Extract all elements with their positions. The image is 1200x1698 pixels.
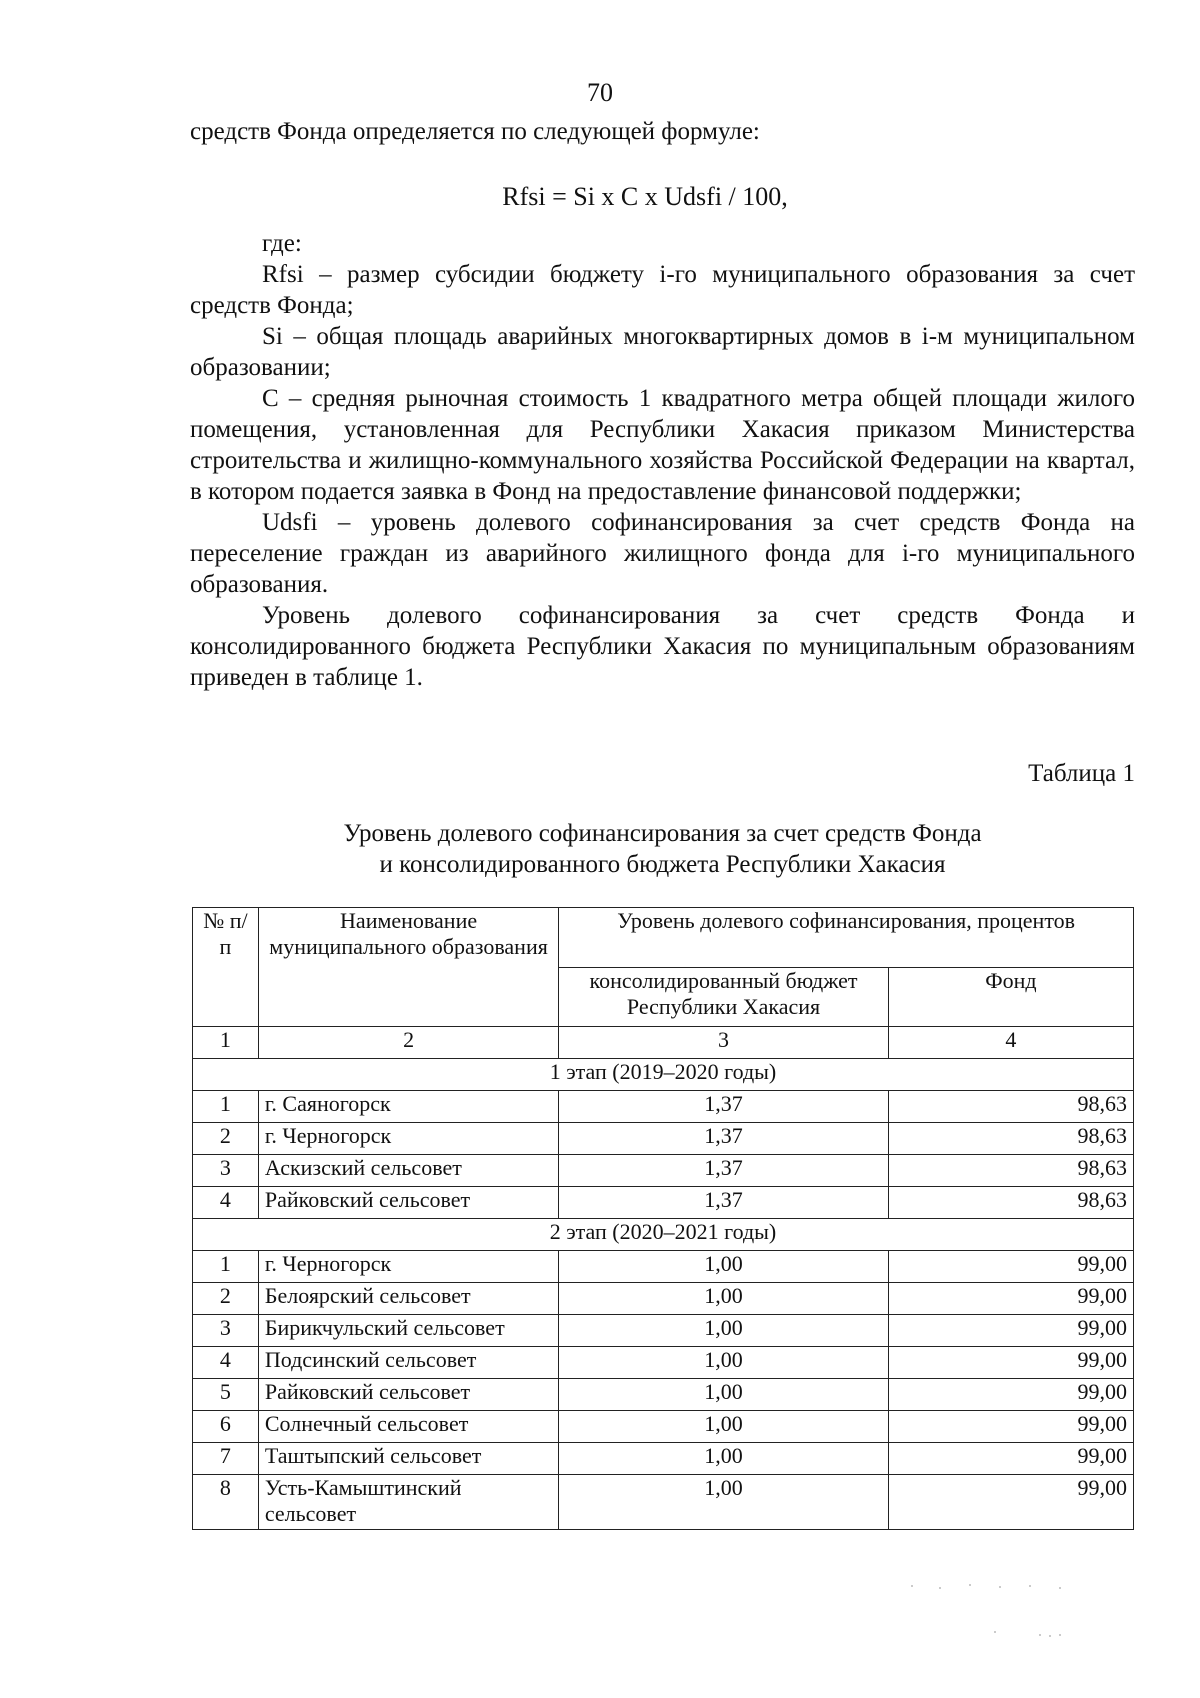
row-num: 3 — [193, 1155, 259, 1187]
row-budget: 1,37 — [559, 1155, 888, 1187]
row-budget: 1,00 — [559, 1251, 888, 1283]
row-budget: 1,00 — [559, 1283, 888, 1315]
row-num: 4 — [193, 1347, 259, 1379]
col-number-4: 4 — [888, 1027, 1133, 1059]
row-num: 6 — [193, 1411, 259, 1443]
row-num: 3 — [193, 1315, 259, 1347]
table-row — [193, 1123, 1134, 1155]
row-budget: 1,37 — [559, 1091, 888, 1123]
table-row — [193, 1347, 1134, 1379]
row-name: Белоярский сельсовет — [258, 1283, 558, 1315]
row-name: г. Саяногорск — [258, 1091, 558, 1123]
row-num: 5 — [193, 1379, 259, 1411]
row-fund: 99,00 — [888, 1475, 1133, 1530]
definition-rfsi: Rfsi – размер субсидии бюджету i-го муниципального образования за счет средств Фонда; — [190, 261, 1135, 319]
row-budget: 1,37 — [559, 1187, 888, 1219]
definition-udsfi: Udsfi – уровень долевого софинансирования за счет средств Фонда на переселение граждан из аварийного жилищного фонда для i-го муниципального образования. — [190, 509, 1135, 598]
stage-1-title: 1 этап (2019–2020 годы) — [193, 1059, 1134, 1091]
row-fund: 99,00 — [888, 1315, 1133, 1347]
table-row — [193, 1283, 1134, 1315]
definitions-block — [190, 228, 1135, 693]
row-name: Таштыпский сельсовет — [258, 1443, 558, 1475]
header-name: Наименование муниципального образования — [258, 908, 558, 1027]
row-fund: 99,00 — [888, 1251, 1133, 1283]
intro-line — [190, 116, 1135, 147]
row-budget: 1,00 — [559, 1347, 888, 1379]
table-row — [193, 1091, 1134, 1123]
table-row — [193, 1379, 1134, 1411]
row-num: 4 — [193, 1187, 259, 1219]
row-budget: 1,37 — [559, 1123, 888, 1155]
stage-2-title: 2 этап (2020–2021 годы) — [193, 1219, 1134, 1251]
col-number-2: 2 — [258, 1027, 558, 1059]
row-name: Аскизский сельсовет — [258, 1155, 558, 1187]
row-name: Бирикчульский сельсовет — [258, 1315, 558, 1347]
row-fund: 98,63 — [888, 1155, 1133, 1187]
row-fund: 98,63 — [888, 1091, 1133, 1123]
row-name: Райковский сельсовет — [258, 1187, 558, 1219]
definition-si: Si – общая площадь аварийных многоквартирных домов в i-м муниципальном образовании; — [190, 323, 1135, 381]
where-label: где: — [262, 230, 302, 257]
row-fund: 98,63 — [888, 1187, 1133, 1219]
row-fund: 99,00 — [888, 1379, 1133, 1411]
row-name: г. Черногорск — [258, 1123, 558, 1155]
intro-text: средств Фонда определяется по следующей формуле: — [190, 118, 760, 145]
table-title — [190, 818, 1135, 880]
header-level: Уровень долевого софинансирования, процентов — [559, 908, 1134, 968]
row-fund: 99,00 — [888, 1411, 1133, 1443]
table-title-line-1: Уровень долевого софинансирования за счет средств Фонда — [343, 820, 982, 847]
row-fund: 98,63 — [888, 1123, 1133, 1155]
row-fund: 99,00 — [888, 1283, 1133, 1315]
row-num: 2 — [193, 1123, 259, 1155]
table-row — [193, 1315, 1134, 1347]
table-row — [193, 1443, 1134, 1475]
row-budget: 1,00 — [559, 1411, 888, 1443]
table-row — [193, 1251, 1134, 1283]
row-fund: 99,00 — [888, 1347, 1133, 1379]
scan-noise — [900, 1580, 1100, 1660]
row-name: Усть-Камыштинский сельсовет — [258, 1475, 558, 1530]
row-fund: 99,00 — [888, 1443, 1133, 1475]
row-name: Солнечный сельсовет — [258, 1411, 558, 1443]
row-num: 1 — [193, 1091, 259, 1123]
row-num: 2 — [193, 1283, 259, 1315]
header-budget: консолидированный бюджет Республики Хакасия — [559, 967, 888, 1027]
header-num: № п/п — [193, 908, 259, 1027]
col-number-3: 3 — [559, 1027, 888, 1059]
definition-c: С – средняя рыночная стоимость 1 квадратного метра общей площади жилого помещения, установленная для Республики Хакасия приказом Министерства строительства и жилищно-коммунального хозяйства Российской Федерации на квартал, в котором подается заявка в Фонд на предоставление финансовой поддержки; — [190, 385, 1135, 505]
page-number: 70 — [587, 78, 613, 107]
row-name: г. Черногорск — [258, 1251, 558, 1283]
row-num: 7 — [193, 1443, 259, 1475]
row-name: Райковский сельсовет — [258, 1379, 558, 1411]
table-reference-paragraph: Уровень долевого софинансирования за счет средств Фонда и консолидированного бюджета Республики Хакасия по муниципальным образованиям приведен в таблице 1. — [190, 602, 1135, 691]
row-budget: 1,00 — [559, 1379, 888, 1411]
table-row — [193, 1475, 1134, 1530]
col-number-1: 1 — [193, 1027, 259, 1059]
row-budget: 1,00 — [559, 1443, 888, 1475]
row-num: 8 — [193, 1475, 259, 1530]
row-name: Подсинский сельсовет — [258, 1347, 558, 1379]
row-budget: 1,00 — [559, 1475, 888, 1530]
formula: Rfsi = Si x C x Udsfi / 100, — [502, 182, 788, 211]
table-row — [193, 1155, 1134, 1187]
row-num: 1 — [193, 1251, 259, 1283]
row-budget: 1,00 — [559, 1315, 888, 1347]
table-title-line-2: и консолидированного бюджета Республики Хакасия — [379, 851, 946, 878]
header-fund: Фонд — [888, 967, 1133, 1027]
table-label: Таблица 1 — [1028, 760, 1135, 787]
table-row — [193, 1187, 1134, 1219]
table-row — [193, 1411, 1134, 1443]
cofinancing-table — [192, 907, 1134, 1530]
